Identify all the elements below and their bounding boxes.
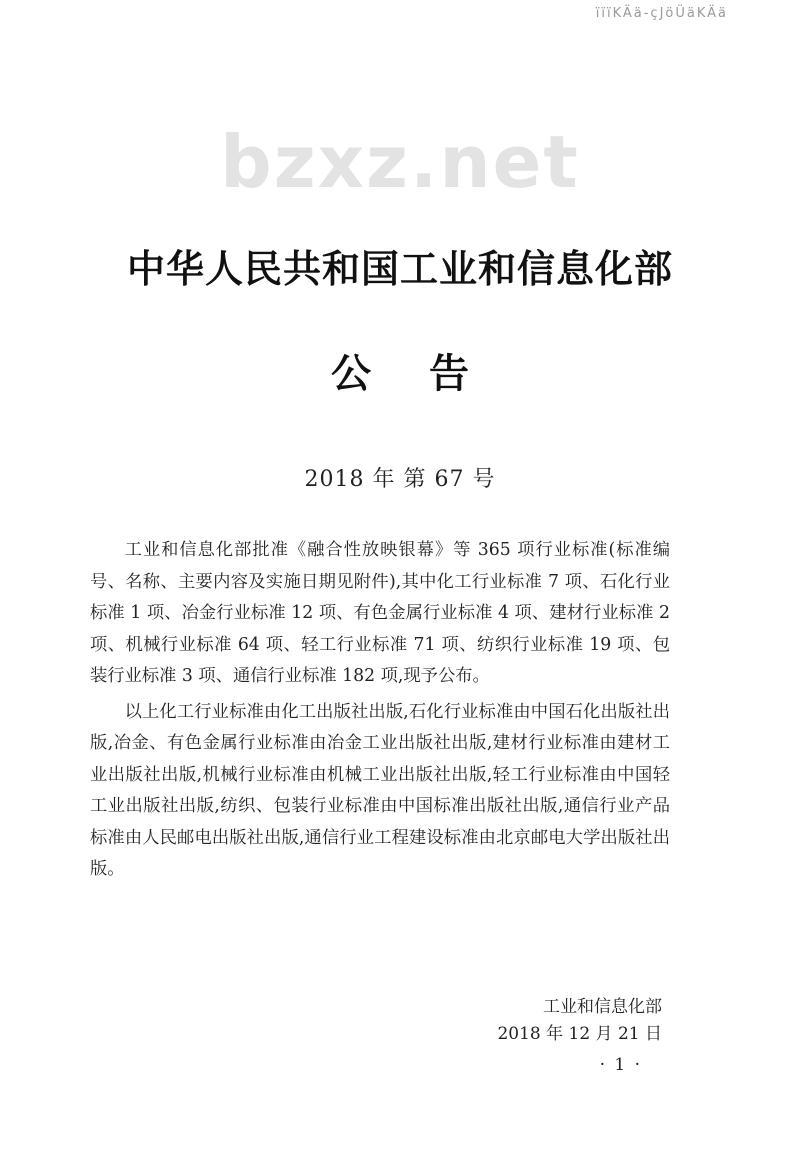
signature-block bbox=[362, 994, 662, 1048]
issue-number: 2018 年 第 67 号 bbox=[304, 467, 496, 492]
signature-date: 2018 年 12 月 21 日 bbox=[497, 1024, 662, 1044]
watermark: bzxz.net bbox=[220, 120, 580, 204]
page-number: · 1 · bbox=[599, 1055, 642, 1075]
document-subtitle: 公告 bbox=[331, 351, 527, 397]
paragraph: 工业和信息化部批准《融合性放映银幕》等 365 项行业标准(标准编号、名称、主要内容及实施日期见附件),其中化工行业标准 7 项、石化行业标准 1 项、冶金行业标准 12 项、有色金属行业标准 4 项、建材行业标准 2 项、机械行业标准 64 项、轻工行业标准 71 项、纺织行业标准 19 项、包装行业标准 3 项、通信行业标准 182 项,现予公布。 bbox=[90, 540, 670, 686]
document-title: 中华人民共和国工业和信息化部 bbox=[126, 247, 673, 291]
corner-text: ïïïKÄä-çJöÜäKÄä bbox=[595, 6, 728, 21]
signature-org: 工业和信息化部 bbox=[543, 997, 662, 1017]
document-body bbox=[90, 535, 670, 890]
paragraph: 以上化工行业标准由化工出版社出版,石化行业标准由中国石化出版社出版,冶金、有色金属行业标准由冶金工业出版社出版,建材行业标准由建材工业出版社出版,机械行业标准由机械工业出版社出版,轻工行业标准由中国轻工业出版社出版,纺织、包装行业标准由中国标准出版社出版,通信行业产品标准由人民邮电出版社出版,通信行业工程建设标准由北京邮电大学出版社出版。 bbox=[90, 701, 670, 879]
